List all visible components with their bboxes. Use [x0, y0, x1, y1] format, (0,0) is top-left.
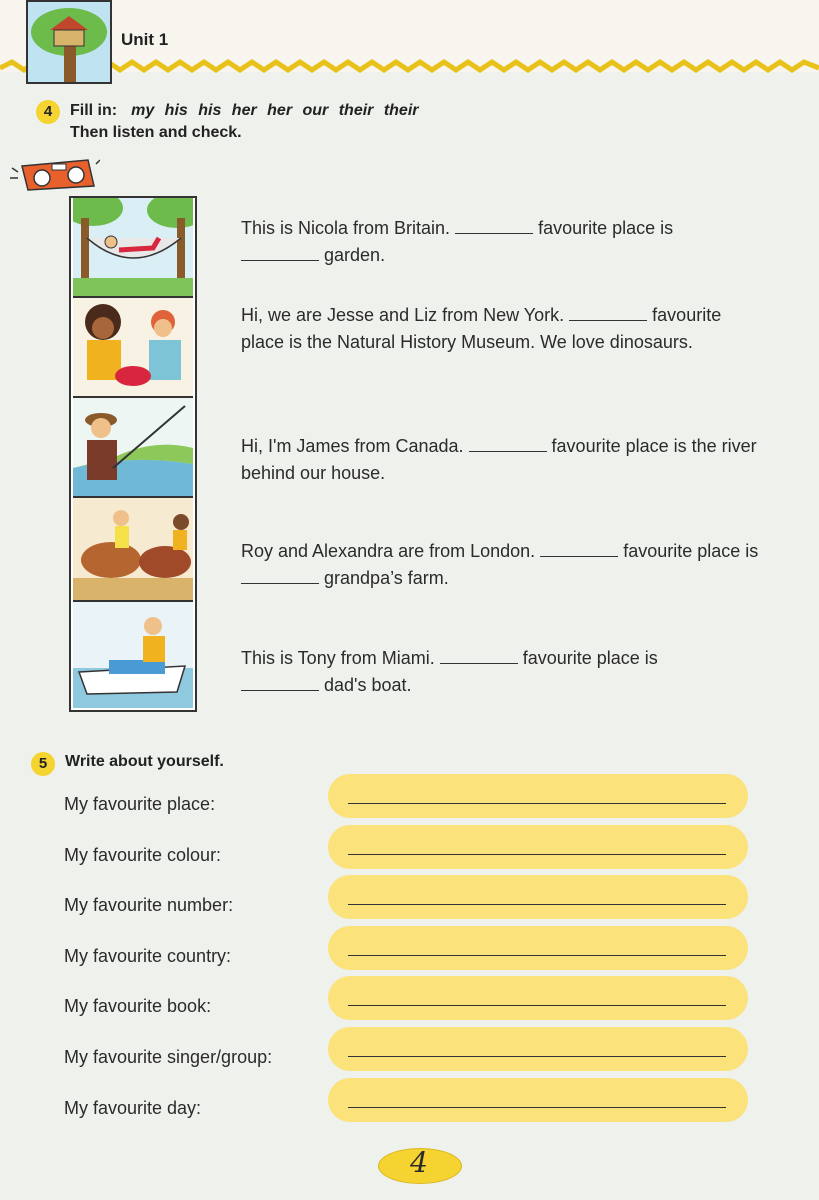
panel-museum — [73, 298, 193, 398]
label-favourite-number: My favourite number: — [64, 895, 234, 915]
sentence-text: favourite place is — [522, 648, 658, 668]
page-number: 4 — [410, 1146, 428, 1179]
sentence-james — [241, 433, 761, 487]
answer-field-singer-group[interactable] — [328, 1027, 748, 1071]
sentence-jesse-liz — [241, 302, 761, 356]
label-favourite-day: My favourite day: — [64, 1098, 202, 1118]
label-favourite-country: My favourite country: — [64, 946, 232, 966]
sentence-roy-alexandra — [241, 538, 761, 592]
sentence-text: favourite place is the river behind our house. — [241, 436, 757, 483]
label-favourite-book: My favourite book: — [64, 996, 212, 1016]
panel-boat — [73, 602, 193, 708]
blank-field[interactable] — [241, 674, 319, 691]
panel-hammock — [73, 198, 193, 298]
cassette-player-icon — [8, 150, 100, 194]
answer-line — [348, 1107, 726, 1108]
sentence-text: Hi, we are Jesse and Liz from New York. — [241, 305, 565, 325]
instruction-fill-in: Fill in: — [70, 102, 118, 119]
sentence-text: Roy and Alexandra are from London. — [241, 541, 536, 561]
exercise-4-number: 4 — [36, 100, 60, 124]
exercise-4-instructions — [70, 100, 419, 144]
label-favourite-singer-group: My favourite singer/group: — [64, 1047, 273, 1067]
label-favourite-colour: My favourite colour: — [64, 845, 222, 865]
answer-line — [348, 803, 726, 804]
answer-field-country[interactable] — [328, 926, 748, 970]
sentence-text: garden. — [324, 245, 386, 265]
blank-field[interactable] — [569, 304, 647, 321]
blank-field[interactable] — [241, 567, 319, 584]
blank-field[interactable] — [469, 435, 547, 452]
blank-field[interactable] — [540, 540, 618, 557]
treehouse-image — [26, 0, 112, 84]
blank-field[interactable] — [241, 244, 319, 261]
sentence-text: This is Tony from Miami. — [241, 648, 435, 668]
blank-field[interactable] — [440, 647, 518, 664]
answer-line — [348, 904, 726, 905]
answer-line — [348, 1005, 726, 1006]
sentence-text: This is Nicola from Britain. — [241, 218, 451, 238]
exercise-5-number: 5 — [31, 752, 55, 776]
sentence-tony — [241, 645, 761, 699]
sentence-text: grandpa’s farm. — [324, 568, 449, 588]
sentence-text: favourite place is — [623, 541, 759, 561]
panel-horses — [73, 498, 193, 602]
unit-title: Unit 1 — [121, 30, 169, 49]
answer-line — [348, 955, 726, 956]
sentence-text: Hi, I'm James from Canada. — [241, 436, 464, 456]
sentence-nicola — [241, 215, 761, 269]
answer-line — [348, 1056, 726, 1057]
picture-strip — [69, 196, 197, 712]
answer-field-book[interactable] — [328, 976, 748, 1020]
instruction-listen: Then listen and check. — [70, 124, 242, 141]
header-zigzag-border — [0, 56, 819, 82]
sentence-text: favourite place is the Natural History Museum. We love dinosaurs. — [241, 305, 722, 352]
label-favourite-place: My favourite place: — [64, 794, 216, 814]
answer-field-day[interactable] — [328, 1078, 748, 1122]
answer-field-number[interactable] — [328, 875, 748, 919]
sentence-text: dad's boat. — [324, 675, 412, 695]
answer-line — [348, 854, 726, 855]
word-bank: my his his her her our their their — [131, 102, 419, 119]
blank-field[interactable] — [455, 217, 533, 234]
answer-field-place[interactable] — [328, 774, 748, 818]
answer-field-colour[interactable] — [328, 825, 748, 869]
sentence-text: favourite place is — [538, 218, 674, 238]
exercise-5-title: Write about yourself. — [65, 753, 224, 770]
panel-fishing — [73, 398, 193, 498]
